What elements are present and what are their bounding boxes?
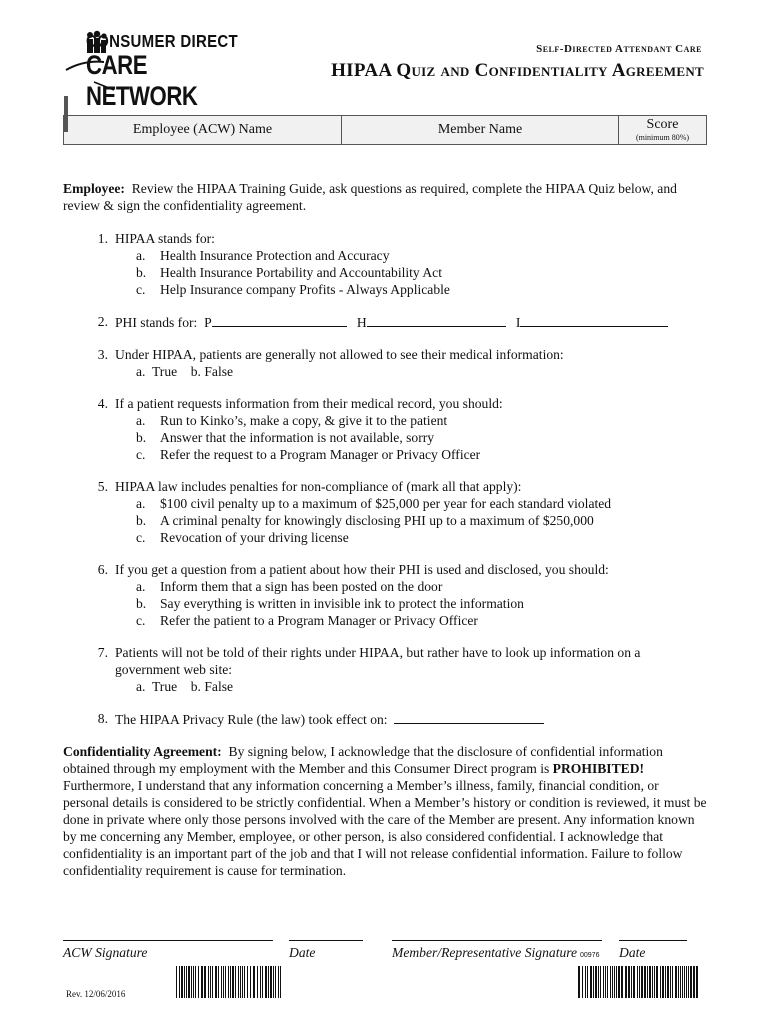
barcode-icon	[578, 966, 702, 998]
question-6	[63, 561, 708, 629]
option[interactable]: c. Revocation of your driving license	[136, 530, 349, 545]
confidentiality-agreement: Confidentiality Agreement: By signing below, I acknowledge that the disclosure of confidential information obtained through my employment with the Member and this Consumer Direct program is PROHIBITED! Furthermore, I understand that any information concerning a Member’s illness, family, financial condition, or personal details is considered to be strictly confidential. When a Member’s history or condition is reviewed, it must be done in private where only those persons involved with the care of the Member are present. Any information known by me concerning any Member, employee, or other person, is also considered confidential. I acknowledge that confidentiality is an important part of the job and that I will not release confidential information. Failure to follow confidentiality requirement is cause for termination.	[63, 744, 707, 878]
question-text: Patients will not be told of their rights under HIPAA, but rather have to look up information on a government web site:	[115, 645, 641, 677]
header-fields-table	[63, 96, 707, 145]
phi-p-blank[interactable]	[212, 313, 347, 327]
question-4	[63, 395, 708, 463]
phi-i-blank[interactable]	[520, 313, 668, 327]
question-text: Under HIPAA, patients are generally not allowed to see their medical information:	[115, 347, 564, 362]
option[interactable]: b. Say everything is written in invisible ink to protect the information	[136, 596, 524, 611]
date-line-2[interactable]: Date	[619, 940, 687, 961]
score-label: Score	[646, 117, 679, 132]
question-number: 2.	[97, 314, 108, 329]
agreement-lead: Confidentiality Agreement:	[63, 744, 222, 759]
option[interactable]: a. $100 civil penalty up to a maximum of $25,000 per year for each standard violated	[136, 496, 612, 511]
question-2: 2. PHI stands for: P H I	[63, 313, 708, 331]
date-line-1[interactable]: Date	[289, 940, 363, 961]
true-false-options[interactable]: a. True b. False	[136, 679, 234, 694]
option[interactable]: b. A criminal penalty for knowingly disclosing PHI up to a maximum of $250,000	[136, 513, 594, 528]
question-number: 6.	[97, 562, 108, 577]
logo	[64, 30, 254, 111]
prohibited-emphasis: PROHIBITED!	[552, 761, 645, 776]
member-name-label: Member Name	[342, 116, 619, 145]
option[interactable]: b. Health Insurance Portability and Accountability Act	[136, 265, 442, 280]
question-3	[63, 346, 708, 380]
question-number: 1.	[97, 231, 108, 246]
phi-h-blank[interactable]	[367, 313, 506, 327]
option[interactable]: a. Health Insurance Protection and Accuracy	[136, 248, 390, 263]
question-text: If a patient requests information from their medical record, you should:	[115, 396, 503, 411]
revision-date: Rev. 12/06/2016	[66, 989, 126, 999]
logo-line1: CONSUMER DIRECT	[86, 32, 239, 52]
question-number: 8.	[97, 711, 108, 726]
employee-name-label: Employee (ACW) Name	[64, 116, 342, 145]
true-false-options[interactable]: a. True b. False	[136, 364, 234, 379]
score-field[interactable]	[66, 97, 67, 132]
question-number: 7.	[97, 645, 108, 660]
question-text: PHI stands for:	[115, 315, 198, 330]
form-code: 00976	[580, 952, 600, 959]
question-number: 5.	[97, 479, 108, 494]
question-number: 4.	[97, 396, 108, 411]
option[interactable]: a. Run to Kinko’s, make a copy, & give it to the patient	[136, 413, 448, 428]
option[interactable]: c. Refer the request to a Program Manager or Privacy Officer	[136, 447, 481, 462]
intro-lead: Employee:	[63, 181, 125, 196]
option[interactable]: a. Inform them that a sign has been posted on the door	[136, 579, 443, 594]
barcode-icon	[176, 966, 284, 998]
question-text: HIPAA law includes penalties for non-compliance of (mark all that apply):	[115, 479, 522, 494]
question-8	[63, 710, 708, 728]
question-text: If you get a question from a patient about how their PHI is used and disclosed, you should:	[115, 562, 609, 577]
question-1	[63, 230, 708, 298]
quiz-content	[63, 180, 708, 893]
question-5	[63, 478, 708, 546]
question-text: The HIPAA Privacy Rule (the law) took effect on:	[115, 712, 388, 727]
logo-line2: CARE NETWORK	[86, 50, 198, 111]
score-note: (minimum 80%)	[635, 133, 690, 142]
member-signature-line[interactable]: Member/Representative Signature	[392, 940, 602, 961]
option[interactable]: c. Refer the patient to a Program Manager or Privacy Officer	[136, 613, 478, 628]
intro	[63, 180, 708, 214]
option[interactable]: c. Help Insurance company Profits - Always Applicable	[136, 282, 450, 297]
option[interactable]: b. Answer that the information is not available, sorry	[136, 430, 435, 445]
privacy-rule-date-blank[interactable]	[394, 710, 544, 724]
intro-text: Review the HIPAA Training Guide, ask questions as required, complete the HIPAA Quiz below, and review & sign the confidentiality agreement.	[63, 181, 677, 213]
acw-signature-line[interactable]: ACW Signature	[63, 940, 273, 961]
page-title: HIPAA Quiz and Confidentiality Agreement	[331, 60, 704, 81]
question-text: HIPAA stands for:	[115, 231, 215, 246]
question-7	[63, 644, 708, 695]
score-label-cell	[619, 116, 707, 145]
question-number: 3.	[97, 347, 108, 362]
program-name: Self-Directed Attendant Care	[536, 43, 702, 55]
